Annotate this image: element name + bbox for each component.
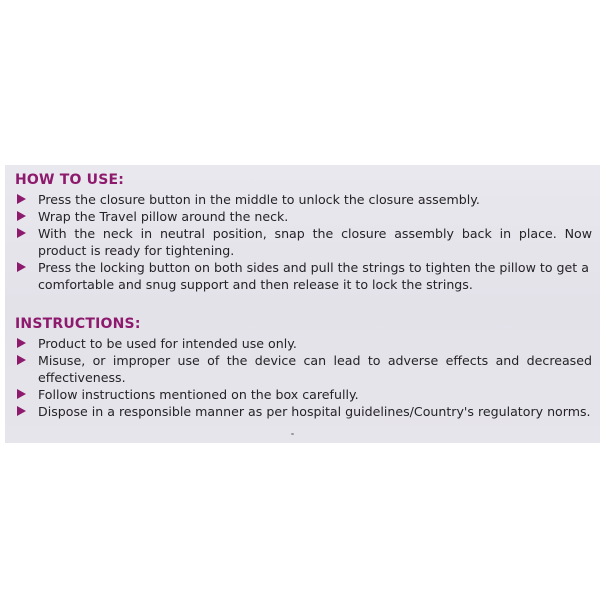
how-to-use-section	[15, 171, 592, 293]
arrow-bullet-icon	[17, 228, 26, 238]
instruction-label-card	[5, 165, 600, 443]
list-item-text: Wrap the Travel pillow around the neck.	[38, 209, 289, 224]
how-to-use-list	[15, 191, 592, 293]
arrow-bullet-icon	[17, 262, 26, 272]
instructions-heading: INSTRUCTIONS:	[15, 316, 141, 332]
list-item-text: Follow instructions mentioned on the box carefully.	[38, 387, 359, 402]
list-item-text: Press the closure button in the middle to unlock the closure assembly.	[38, 192, 480, 207]
how-to-use-heading: HOW TO USE:	[15, 172, 125, 188]
list-item-text: Misuse, or improper use of the device can lead to adverse effects and decreased effectiveness.	[38, 353, 592, 385]
list-item	[15, 208, 592, 225]
list-item	[15, 225, 592, 259]
list-item	[15, 335, 592, 352]
list-item-text: Product to be used for intended use only.	[38, 336, 297, 351]
list-item-text: Press the locking button on both sides and pull the strings to tighten the pillow to get a comfortable and snug support and then release it to lock the strings.	[38, 260, 589, 292]
arrow-bullet-icon	[17, 211, 26, 221]
print-speck	[291, 433, 294, 435]
arrow-bullet-icon	[17, 389, 26, 399]
list-item	[15, 259, 592, 293]
instructions-list	[15, 335, 592, 420]
arrow-bullet-icon	[17, 406, 26, 416]
list-item	[15, 191, 592, 208]
list-item	[15, 352, 592, 386]
list-item	[15, 403, 592, 420]
arrow-bullet-icon	[17, 194, 26, 204]
list-item-text: With the neck in neutral position, snap the closure assembly back in place. Now product is ready for tightening.	[38, 226, 592, 258]
arrow-bullet-icon	[17, 355, 26, 365]
list-item-text: Dispose in a responsible manner as per hospital guidelines/Country's regulatory norms.	[38, 404, 591, 419]
list-item	[15, 386, 592, 403]
arrow-bullet-icon	[17, 338, 26, 348]
instructions-section	[15, 315, 592, 420]
